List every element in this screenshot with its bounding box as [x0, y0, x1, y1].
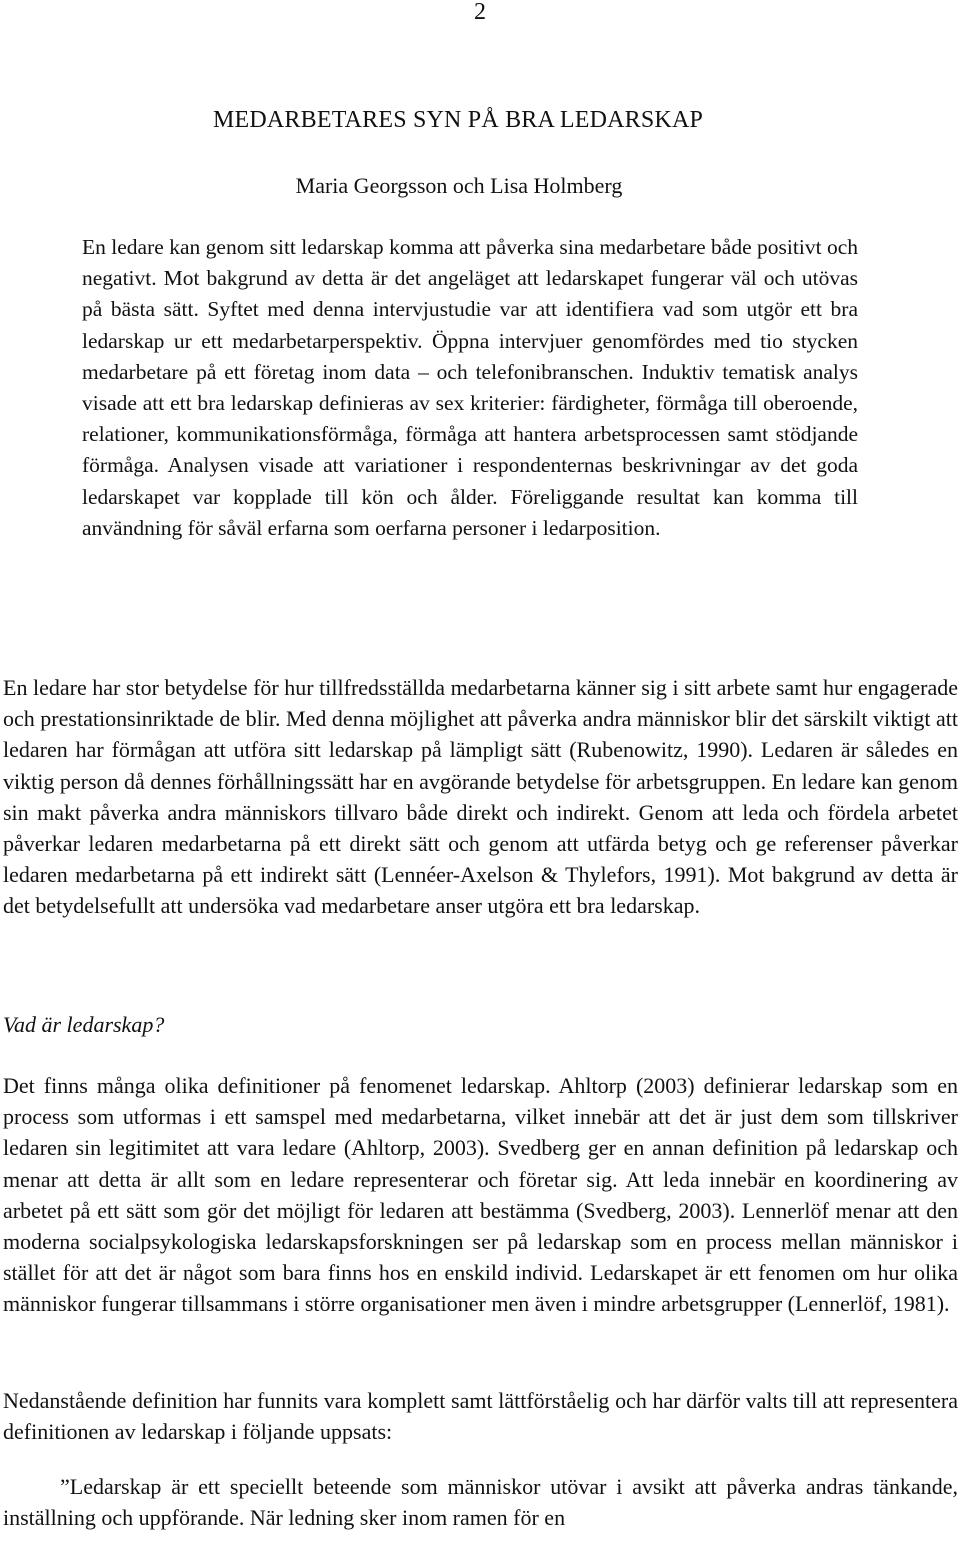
definition-choice-paragraph: Nedanstående definition har funnits vara komplett samt lättförståelig och har därför valts till att representera definitionen av ledarskap i följande uppsats:	[3, 1388, 958, 1445]
section-heading: Vad är ledarskap?	[3, 1012, 165, 1037]
definition-quote	[3, 1471, 958, 1533]
document-title: MEDARBETARES SYN PÅ BRA LEDARSKAP	[212, 107, 704, 133]
quote-text: ”Ledarskap är ett speciellt beteende som människor utövar i avsikt att påverka andras tänkande, inställning och uppförande. När ledning sker inom ramen för en	[3, 1474, 958, 1531]
definition-paragraph: Det finns många olika definitioner på fenomenet ledarskap. Ahltorp (2003) definierar ledarskap som en process som utformas i ett samspel med medarbetarna, vilket innebär att det är just dem som tillskriver ledaren sin legitimitet att vara ledare (Ahltorp, 2003). Svedberg ger en annan definition på ledarskap och menar att detta är allt som en ledare representerar och företar sig. Att leda innebär en koordinering av arbetet på ett sätt som gör det möjligt för ledaren att bestämma (Svedberg, 2003). Lennerlöf menar att den moderna socialpsykologiska ledarskapsforskningen ser på ledarskap som en process mellan människor i stället för att det är något som bara finns hos en enskild individ. Ledarskapet är ett fenomen om hur olika människor fungerar tillsammans i större organisationer men även i mindre arbetsgrupper (Lennerlöf, 1981).	[3, 1073, 958, 1317]
authors: Maria Georgsson och Lisa Holmberg	[295, 173, 623, 198]
abstract-paragraph: En ledare kan genom sitt ledarskap komma att påverka sina medarbetare både positivt och negativt. Mot bakgrund av detta är det angeläget att ledarskapet fungerar väl och utövas på bästa sätt. Syftet med denna intervjustudie var att identifiera vad som utgör ett bra ledarskap ur ett medarbetarperspektiv. Öppna intervjuer genomfördes med tio stycken medarbetare på ett företag inom data – och telefonibranschen. Induktiv tematisk analys visade att ett bra ledarskap definieras av sex kriterier: färdigheter, förmåga till oberoende, relationer, kommunikationsförmåga, förmåga att hantera arbetsprocessen samt stödjande förmåga. Analysen visade att variationer i respondenternas beskrivningar av det goda ledarskapet var kopplade till kön och ålder. Föreliggande resultat kan komma till användning för såväl erfarna som oerfarna personer i ledarposition.	[82, 235, 858, 540]
intro-paragraph: En ledare har stor betydelse för hur tillfredsställda medarbetarna känner sig i sitt arbete samt hur engagerade och prestationsinriktade de blir. Med denna möjlighet att påverka andra människor blir det särskilt viktigt att ledaren har förmågan att utföra sitt ledarskap på lämpligt sätt (Rubenowitz, 1990). Ledaren är således en viktig person då dennes förhållningssätt har en avgörande betydelse för arbetsgruppen. En ledare kan genom sin makt påverka andra människors tillvaro både direkt och indirekt. Genom att leda och fördela arbetet påverkar ledaren medarbetarna på ett direkt sätt och genom att utfärda betyg och ge referenser påverkar ledaren medarbetarna på ett indirekt sätt (Lennéer-Axelson & Thylefors, 1991). Mot bakgrund av detta är det betydelsefullt att undersöka vad medarbetare anser utgöra ett bra ledarskap.	[3, 675, 958, 919]
page-number: 2	[474, 0, 486, 25]
